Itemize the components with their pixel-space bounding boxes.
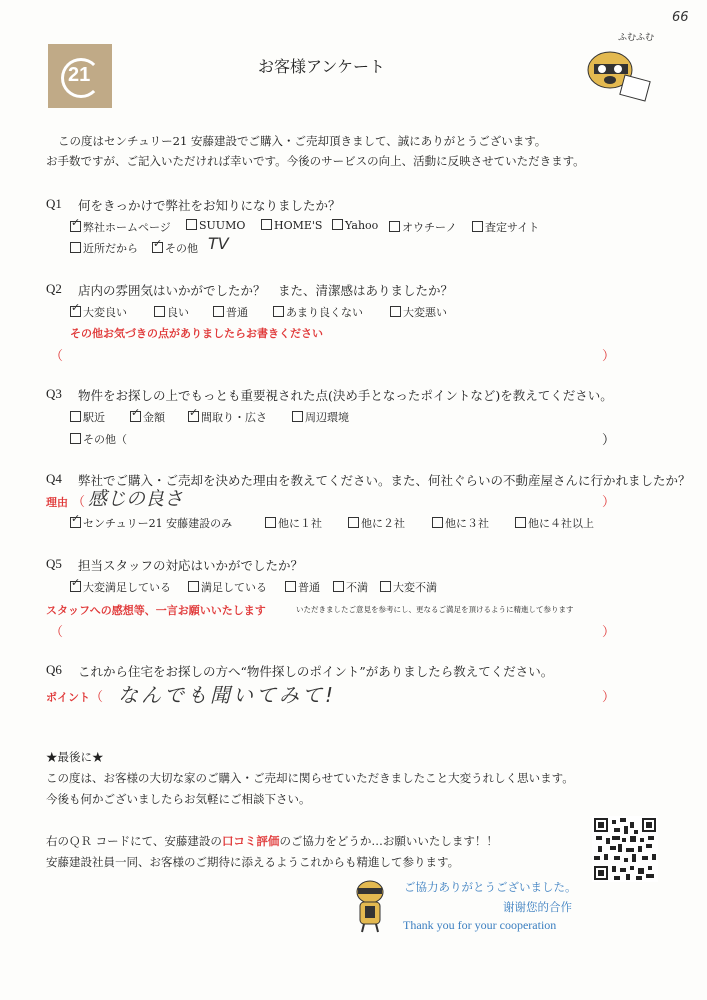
q2-question: 店内の雰囲気はいかがでしたか？ また、清潔感はありましたか？ (78, 283, 454, 298)
page-number: 66 (672, 10, 689, 25)
q4-reason-label: 理由 (46, 496, 68, 509)
q5-close-paren: ） (602, 625, 616, 640)
q5-option-normal[interactable]: 普通 (285, 579, 320, 595)
qr-code[interactable] (592, 816, 658, 882)
closing-last-line: 安藤建設社員一同、お客様のご期待に添えるようこれからも精進して参ります。 (46, 855, 460, 869)
q1-option-kinjo[interactable]: 近所だから (70, 240, 138, 256)
q4-option-only-us[interactable]: ✓センチュリー21 安藤建設のみ (70, 515, 232, 531)
qr-line-highlight: 口コミ評価 (221, 834, 280, 848)
century21-logo (48, 44, 112, 108)
q4-option-two-others[interactable]: 他に２社 (348, 515, 405, 531)
closing-line-1: この度は、お客様の大切な家のご購入・ご売却に関らせていただきましたこと大変うれしく思います。 (46, 771, 574, 785)
page-title: お客様アンケート (258, 57, 386, 76)
q5-open-paren: （ (50, 625, 64, 640)
q1-option-other[interactable]: ✓ その他 (152, 240, 198, 256)
q4-question: 弊社でご購入・ご売却を決めた理由を教えてください。また、何社ぐらいの不動産屋さんに行かれましたか？ (78, 473, 691, 488)
q1-option-homepage[interactable]: ✓弊社ホームページ (70, 219, 171, 235)
dog-mascot-illustration (580, 30, 660, 100)
qr-line-pre: 右のＱＲ コードにて、安藤建設の (46, 834, 222, 848)
q3-option-surroundings[interactable]: 周辺環境 (292, 409, 349, 425)
q6-point-answer[interactable]: なんでも聞いてみて! (118, 683, 337, 707)
q1-option-yahoo[interactable]: Yahoo (332, 219, 378, 232)
dog-mascot-bottom-illustration (348, 878, 394, 934)
q3-question: 物件をお探しの上でもっとも重要視された点(決め手となったポイントなど)を教えてください。 (78, 388, 613, 403)
q1-question: 何をきっかけで弊社をお知りになりましたか？ (78, 198, 341, 213)
q2-open-paren: （ (50, 349, 64, 364)
q2-option-normal[interactable]: 普通 (213, 304, 248, 320)
q5-comment-field[interactable] (66, 619, 606, 637)
qr-line-post: のご協力をどうか…お願いいたします！！ (279, 834, 498, 848)
q2-option-good[interactable]: 良い (154, 304, 189, 320)
q2-option-not-good[interactable]: あまり良くない (273, 304, 363, 320)
q5-option-very-dissatisfied[interactable]: 大変不満 (380, 579, 437, 595)
q6-question: これから住宅をお探しの方へ“物件探しのポイント”がありましたら教えてください。 (78, 664, 554, 679)
q1-option-ouchino[interactable]: オウチーノ (389, 219, 457, 235)
q1-option-suumo[interactable]: SUUMO (186, 219, 245, 232)
q4-reason-answer[interactable]: 感じの良さ (88, 488, 184, 510)
q6-point-label: ポイント (46, 691, 90, 704)
q5-question: 担当スタッフの対応はいかがでしたか？ (78, 558, 304, 573)
q4-open-paren: （ (72, 495, 86, 510)
q1-option-satei[interactable]: 査定サイト (472, 219, 539, 235)
q3-number: Q3 (46, 386, 62, 401)
closing-line-2: 今後も何かございましたらお気軽にご相談下さい。 (46, 792, 311, 806)
q2-option-very-bad[interactable]: 大変悪い (390, 304, 447, 320)
thanks-english: Thank you for your cooperation (403, 918, 557, 932)
q4-number: Q4 (46, 471, 62, 486)
q3-option-price[interactable]: ✓ 金額 (130, 409, 165, 425)
intro-line-1: この度はセンチュリー21 安藤建設でご購入・ご売却頂きまして、誠にありがとうございます。 (58, 134, 547, 148)
thanks-chinese: 谢谢您的合作 (503, 900, 572, 914)
q6-number: Q6 (46, 662, 62, 677)
q1-option-homes[interactable]: HOME'S (261, 219, 322, 232)
q5-number: Q5 (46, 556, 62, 571)
qr-request-line (46, 834, 498, 849)
q1-other-answer: TV (208, 234, 229, 253)
q6-open-paren: （ (90, 690, 104, 705)
q5-option-very-satisfied[interactable]: ✓大変満足している (70, 579, 171, 595)
q6-close-paren: ） (602, 690, 616, 705)
q2-prompt: その他お気づきの点がありましたらお書きください (70, 327, 323, 340)
q3-option-station[interactable]: 駅近 (70, 409, 105, 425)
q5-option-dissatisfied[interactable]: 不満 (333, 579, 368, 595)
q3-option-other[interactable]: その他（ (70, 431, 127, 447)
q2-option-very-good[interactable]: ✓大変良い (70, 304, 127, 320)
q5-prompt: スタッフへの感想等、一言お願いいたします (46, 604, 266, 617)
q4-close-paren: ） (602, 495, 616, 510)
q2-close-paren: ） (602, 349, 616, 364)
thanks-japanese: ご協力ありがとうございました。 (404, 880, 577, 894)
q5-note: いただきましたご意見を参考にし、更なるご満足を頂けるように精進して参ります (296, 605, 574, 614)
speech-text: ふむふむ (618, 33, 655, 43)
q3-close-paren: ） (602, 433, 616, 448)
q1-number: Q1 (46, 196, 62, 211)
q3-option-layout[interactable]: ✓ 間取り・広さ (188, 409, 267, 425)
q5-option-satisfied[interactable]: 満足している (188, 579, 267, 595)
q2-number: Q2 (46, 281, 62, 296)
q4-option-one-other[interactable]: 他に１社 (265, 515, 322, 531)
q4-option-three-others[interactable]: 他に３社 (432, 515, 489, 531)
closing-heading: ★最後に★ (46, 750, 104, 764)
q4-option-four-plus[interactable]: 他に４社以上 (515, 515, 594, 531)
q2-comment-field[interactable] (66, 343, 606, 361)
logo-text: 21 (68, 64, 91, 86)
intro-line-2: お手数ですが、ご記入いただければ幸いです。今後のサービスの向上、活動に反映させていただきます。 (46, 154, 585, 168)
